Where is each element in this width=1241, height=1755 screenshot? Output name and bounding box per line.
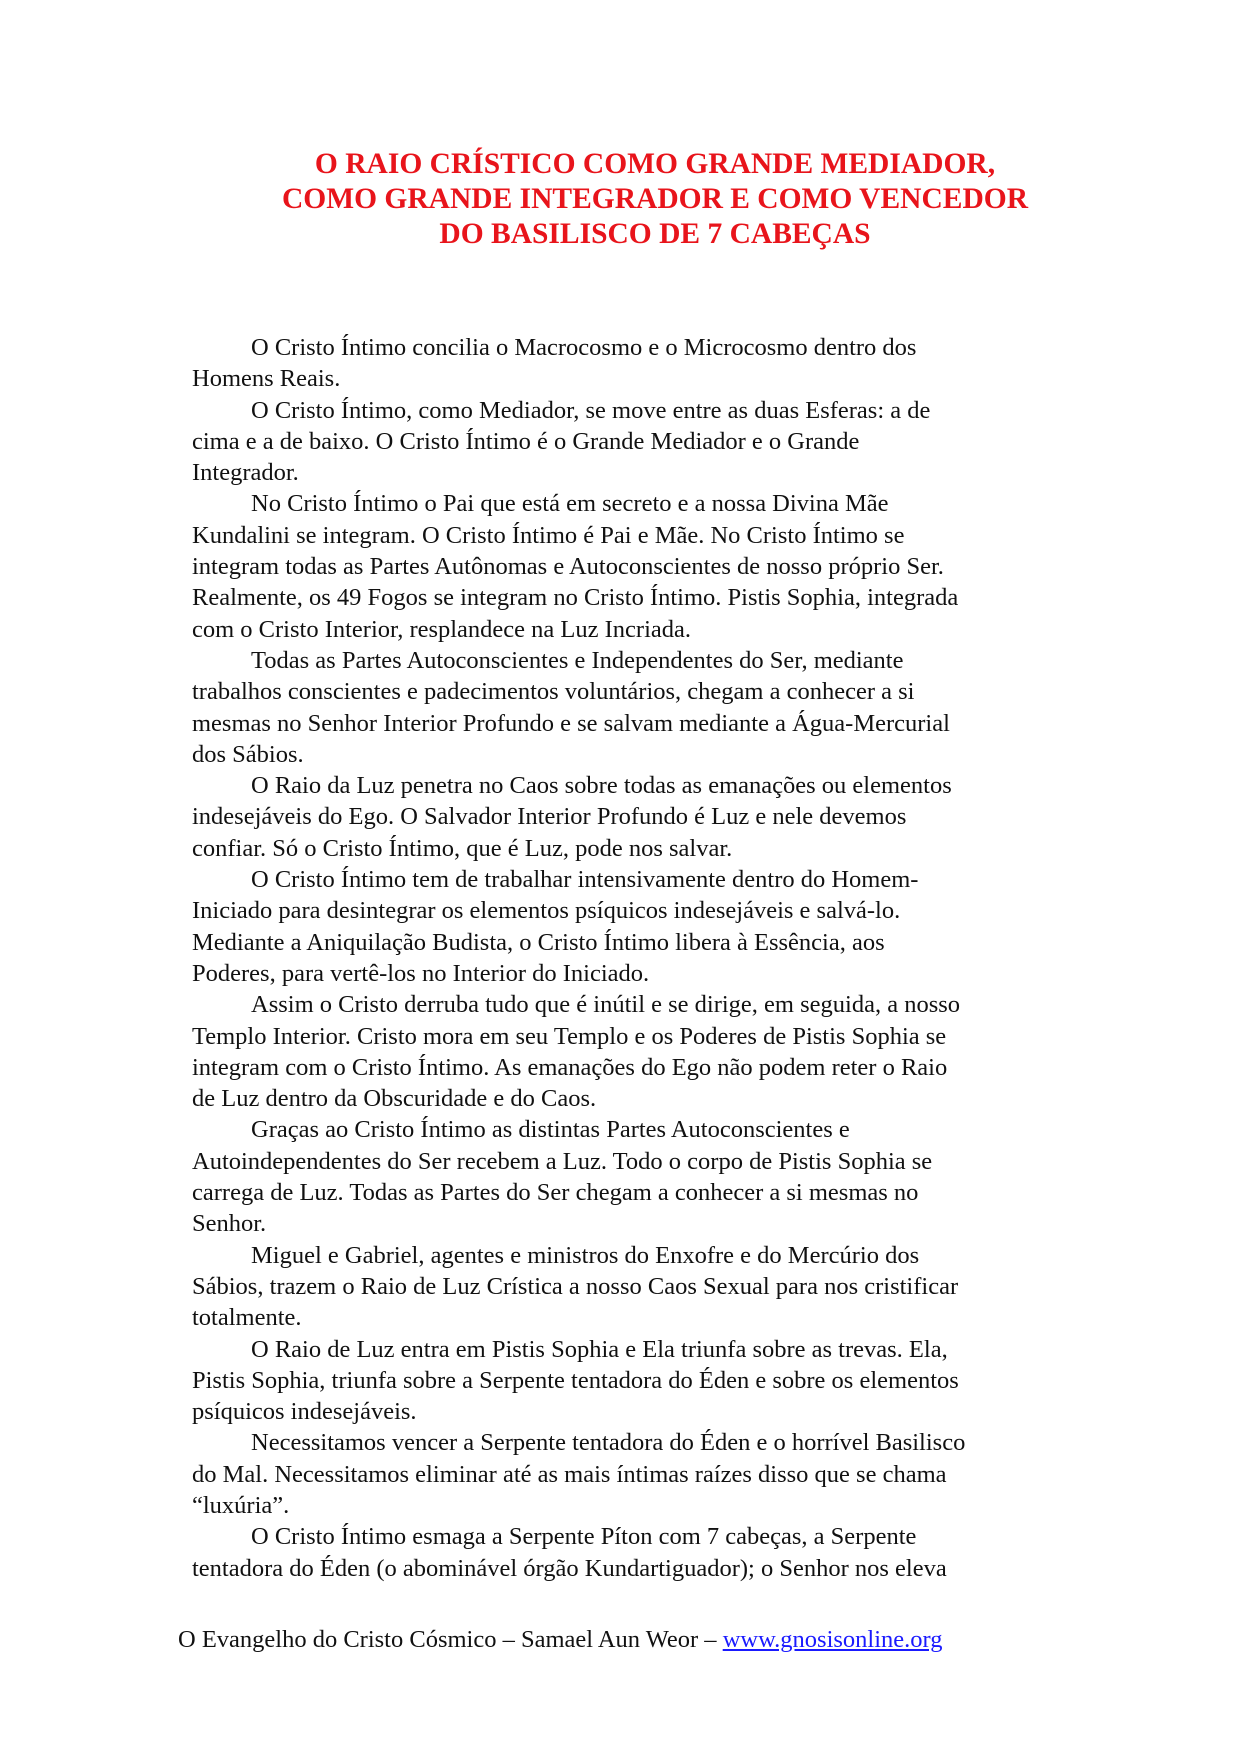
paragraph xyxy=(192,395,1072,489)
paragraph-line: totalmente. xyxy=(192,1304,302,1332)
footer-text: O Evangelho do Cristo Cósmico – Samael Aun Weor – xyxy=(178,1626,723,1653)
paragraph xyxy=(192,332,1072,395)
paragraph-line: Homens Reais. xyxy=(192,365,341,393)
paragraph-line: mesmas no Senhor Interior Profundo e se salvam mediante a Água-Mercurial xyxy=(192,709,950,737)
paragraph-line: O Raio da Luz penetra no Caos sobre todas as emanações ou elementos xyxy=(251,772,952,800)
paragraph xyxy=(192,1240,1072,1334)
paragraph-line: Kundalini se integram. O Cristo Íntimo é Pai e Mãe. No Cristo Íntimo se xyxy=(192,521,905,549)
paragraph-line: confiar. Só o Cristo Íntimo, que é Luz, pode nos salvar. xyxy=(192,834,733,862)
paragraph-line: Mediante a Aniquilação Budista, o Cristo Íntimo libera à Essência, aos xyxy=(192,928,885,956)
paragraph-line: cima e a de baixo. O Cristo Íntimo é o Grande Mediador e o Grande xyxy=(192,427,860,455)
paragraph-line: Poderes, para vertê-los no Interior do Iniciado. xyxy=(192,959,650,987)
paragraph-line: O Raio de Luz entra em Pistis Sophia e Ela triunfa sobre as trevas. Ela, xyxy=(251,1335,948,1363)
paragraph-line: Todas as Partes Autoconscientes e Independentes do Ser, mediante xyxy=(251,646,904,674)
paragraph xyxy=(192,989,1072,1114)
paragraph xyxy=(192,1521,1072,1584)
paragraph-line: Realmente, os 49 Fogos se integram no Cristo Íntimo. Pistis Sophia, integrada xyxy=(192,584,959,612)
paragraph-line: carrega de Luz. Todas as Partes do Ser chegam a conhecer a si mesmas no xyxy=(192,1179,919,1207)
paragraph-line: integram com o Cristo Íntimo. As emanações do Ego não podem reter o Raio xyxy=(192,1053,948,1081)
paragraph xyxy=(192,1427,1072,1521)
paragraph-line: integram todas as Partes Autônomas e Autoconscientes de nosso próprio Ser. xyxy=(192,553,944,581)
paragraph xyxy=(192,1114,1072,1239)
title-line: COMO GRANDE INTEGRADOR E COMO VENCEDOR xyxy=(282,183,1028,215)
paragraph-line: com o Cristo Interior, resplandece na Luz Incriada. xyxy=(192,615,692,643)
page-title xyxy=(0,147,1241,252)
title-line: DO BASILISCO DE 7 CABEÇAS xyxy=(439,218,871,250)
paragraph-line: O Cristo Íntimo, como Mediador, se move entre as duas Esferas: a de xyxy=(251,396,931,424)
paragraph-line: do Mal. Necessitamos eliminar até as mais íntimas raízes disso que se chama xyxy=(192,1460,947,1488)
paragraph-line: dos Sábios. xyxy=(192,740,304,768)
paragraph-line: Senhor. xyxy=(192,1210,267,1238)
footer-link[interactable]: www.gnosisonline.org xyxy=(722,1626,943,1653)
paragraph-line: de Luz dentro da Obscuridade e do Caos. xyxy=(192,1085,597,1113)
paragraph-line: Assim o Cristo derruba tudo que é inútil e se dirige, em seguida, a nosso xyxy=(251,991,961,1019)
paragraph-line: Templo Interior. Cristo mora em seu Templo e os Poderes de Pistis Sophia se xyxy=(192,1022,947,1050)
paragraph-line: Miguel e Gabriel, agentes e ministros do Enxofre e do Mercúrio dos xyxy=(251,1241,920,1269)
paragraph-line: Iniciado para desintegrar os elementos psíquicos indesejáveis e salvá-lo. xyxy=(192,897,901,925)
body-text xyxy=(192,332,1072,1584)
paragraph xyxy=(192,770,1072,864)
paragraph-line: Sábios, trazem o Raio de Luz Crística a nosso Caos Sexual para nos cristificar xyxy=(192,1272,959,1300)
paragraph-line: trabalhos conscientes e padecimentos voluntários, chegam a conhecer a si xyxy=(192,678,915,706)
paragraph-line: O Cristo Íntimo concilia o Macrocosmo e o Microcosmo dentro dos xyxy=(251,334,917,361)
paragraph-line: Autoindependentes do Ser recebem a Luz. Todo o corpo de Pistis Sophia se xyxy=(192,1147,933,1175)
paragraph xyxy=(192,488,1072,644)
paragraph-line: Necessitamos vencer a Serpente tentadora do Éden e o horrível Basilisco xyxy=(251,1429,966,1457)
paragraph xyxy=(192,864,1072,989)
paragraph-line: Pistis Sophia, triunfa sobre a Serpente tentadora do Éden e sobre os elementos xyxy=(192,1366,959,1394)
paragraph xyxy=(192,645,1072,770)
paragraph-line: Integrador. xyxy=(192,459,299,487)
paragraph-line: indesejáveis do Ego. O Salvador Interior Profundo é Luz e nele devemos xyxy=(192,803,907,831)
paragraph-line: “luxúria”. xyxy=(192,1491,290,1519)
paragraph-line: psíquicos indesejáveis. xyxy=(192,1398,417,1426)
paragraph-line: O Cristo Íntimo tem de trabalhar intensivamente dentro do Homem- xyxy=(251,866,919,894)
paragraph-line: No Cristo Íntimo o Pai que está em secreto e a nossa Divina Mãe xyxy=(251,490,889,518)
page-footer xyxy=(178,1625,943,1655)
paragraph-line: O Cristo Íntimo esmaga a Serpente Píton com 7 cabeças, a Serpente xyxy=(251,1523,917,1551)
paragraph-line: tentadora do Éden (o abominável órgão Kundartiguador); o Senhor nos eleva xyxy=(192,1554,947,1582)
paragraph-line: Graças ao Cristo Íntimo as distintas Partes Autoconscientes e xyxy=(251,1116,850,1144)
paragraph xyxy=(192,1334,1072,1428)
title-line: O RAIO CRÍSTICO COMO GRANDE MEDIADOR, xyxy=(314,148,996,180)
